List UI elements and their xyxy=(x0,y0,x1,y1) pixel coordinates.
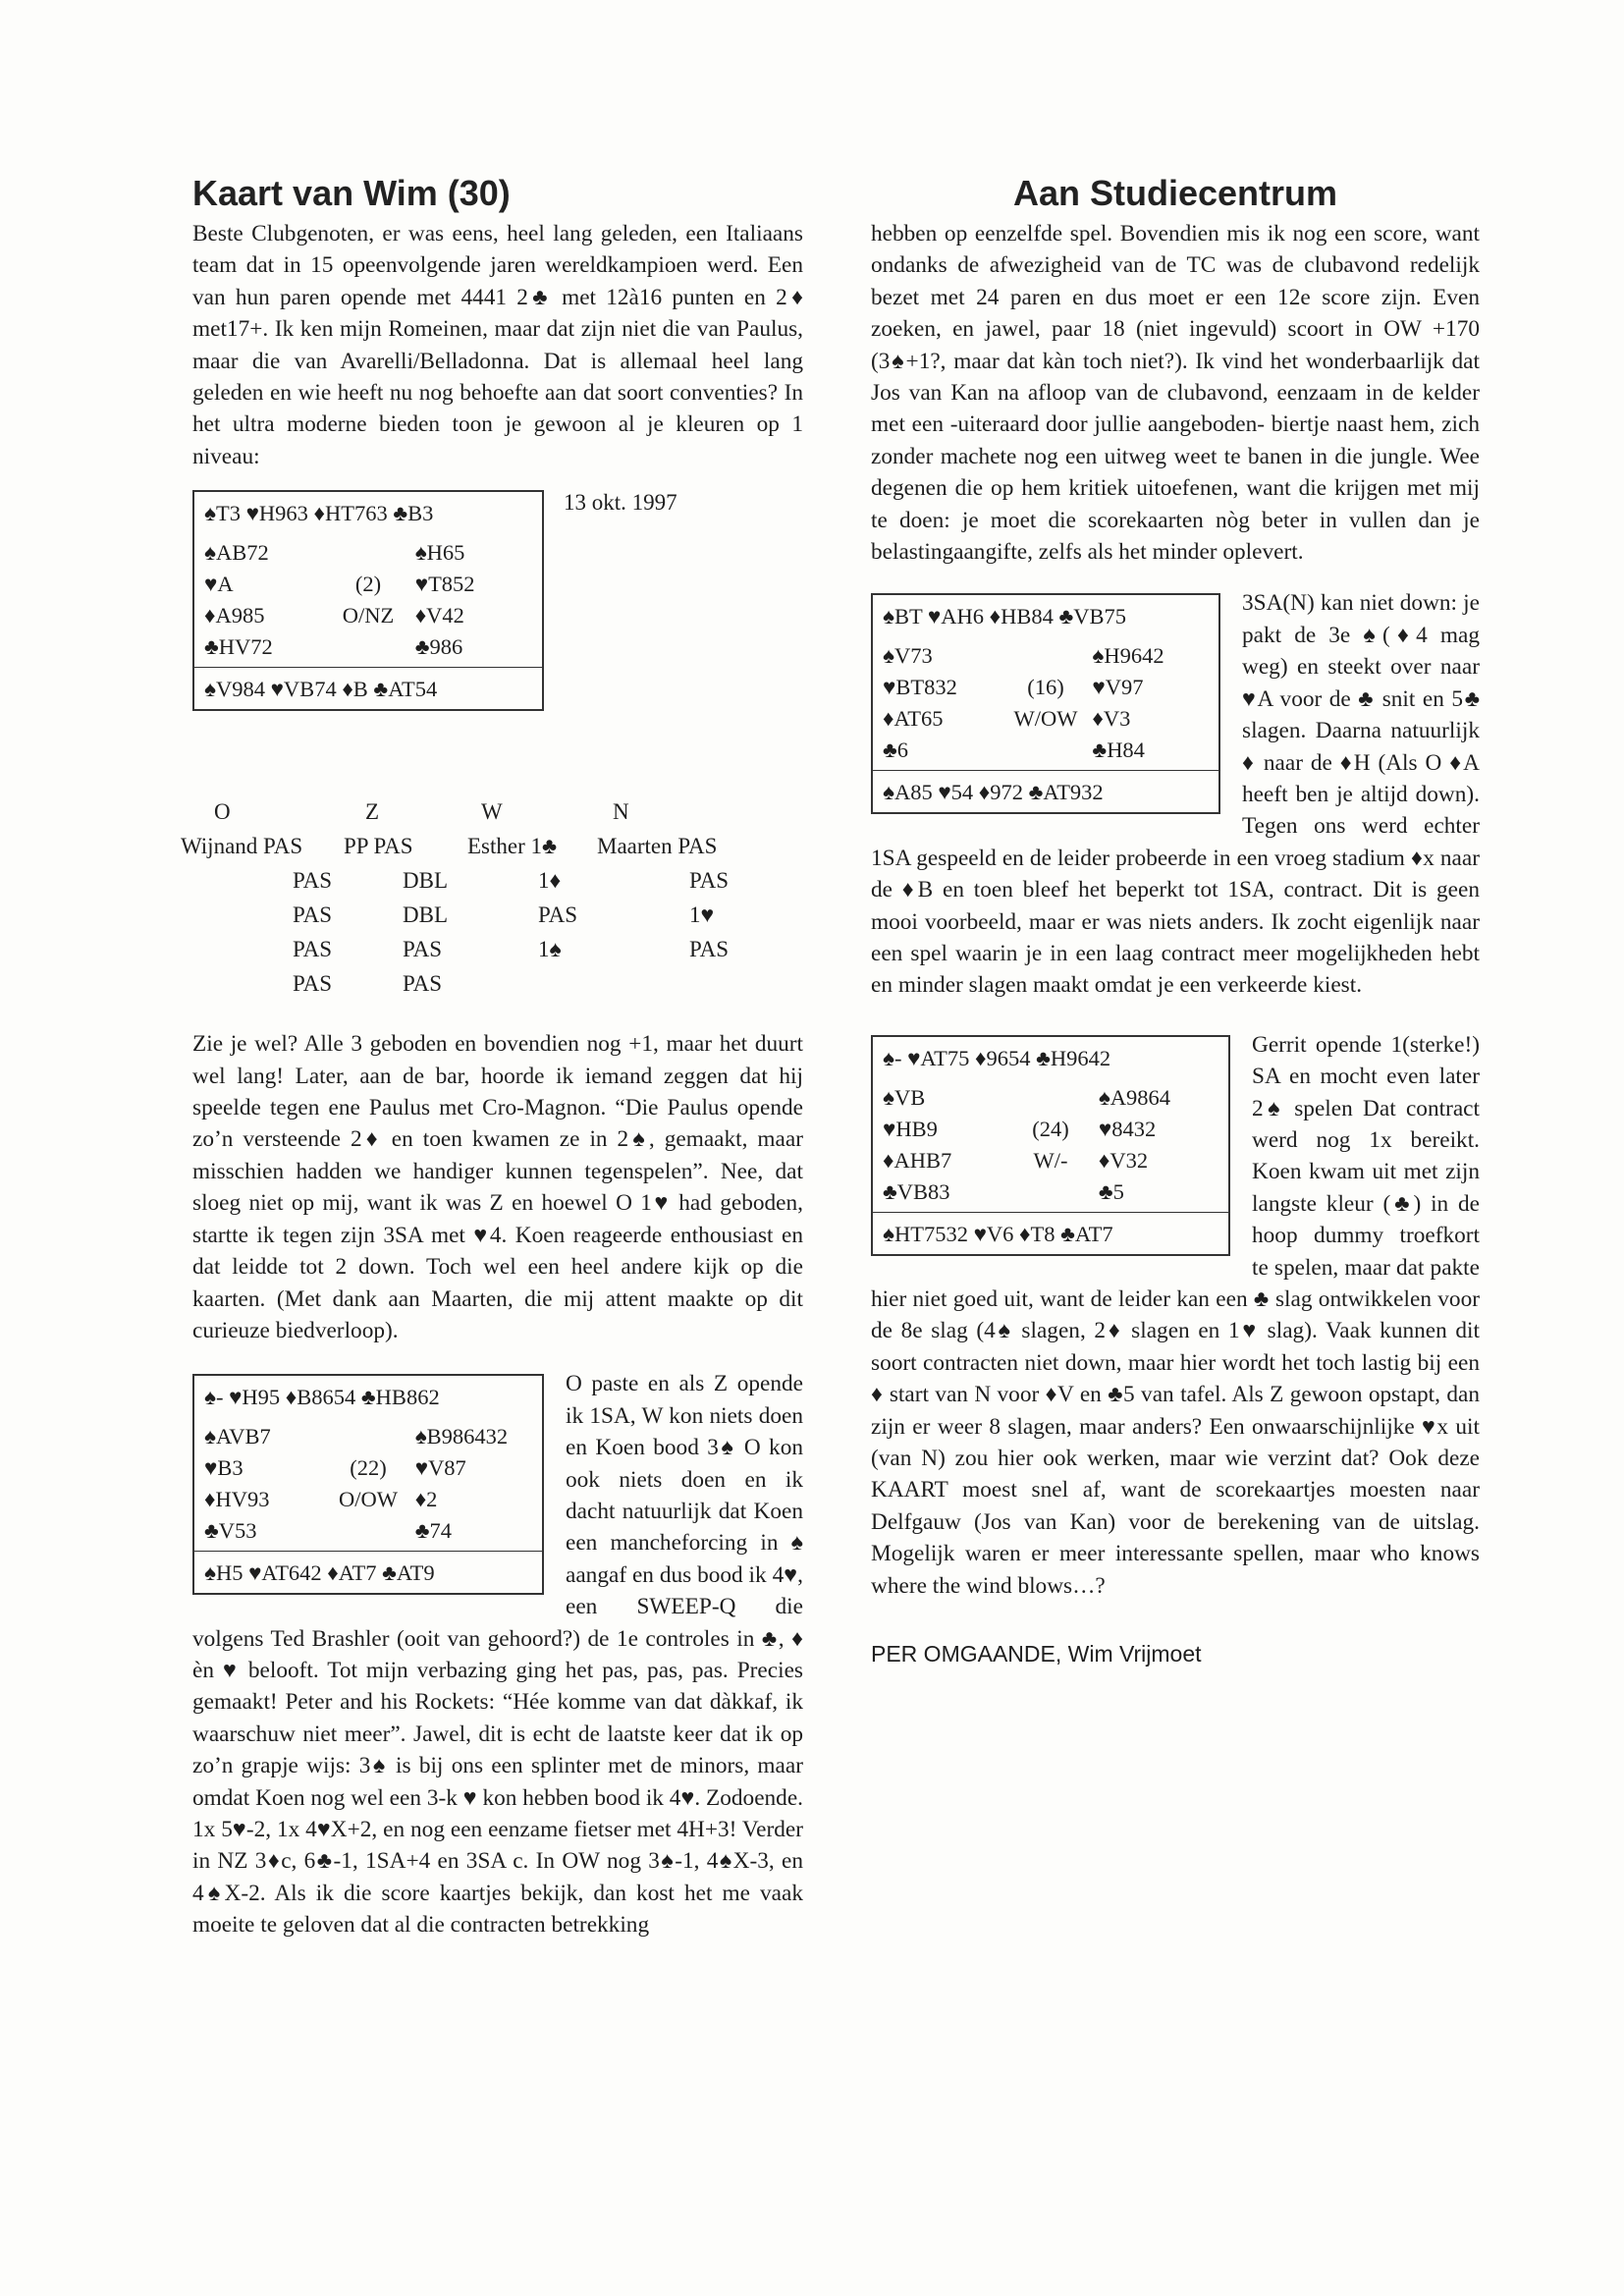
board-number-slot xyxy=(321,537,414,569)
west-clubs: ♣6 xyxy=(883,738,909,763)
bid-header-o: O xyxy=(214,799,231,825)
west-spades: ♠V73 xyxy=(883,643,933,669)
west-clubs: ♣HV72 xyxy=(204,634,273,660)
east-diamonds: ♦V3 xyxy=(1092,706,1131,732)
commentary-paragraph: Zie je wel? Alle 3 geboden en bovendien nog +1, maar het duurt wel lang! Later, aan de bar, hoorde ik iemand zeggen dat hij speelde tegen ene Paulus met Cro-Magnon. “Die Paulus opende zo’n versteende 2♦ en toen kwamen ze in 2♠, gemaakt, maar misschien hadden we handiger kunnen tegenspelen”. Nee, dat sloeg niet op mij, want ik was Z en hoewel O 1♥ had geboden, startte ik tegen zijn 3SA met ♥4. Koen reageerde enthousiast en dat leidde tot 2 down. Toch wel een heel andere kijk op die kaarten. (Met dank aan Maarten, die mij attent maakte op dit curieuze biedverloop). xyxy=(192,1031,803,1343)
bid-cell: 1♠ xyxy=(538,937,562,962)
west-hearts: ♥HB9 xyxy=(883,1116,938,1141)
bid-cell: PAS xyxy=(689,868,730,894)
analysis-paragraph: 3SA(N) kan niet down: je pakt de 3e ♠(♦4 mag weg) en steekt over naar ♥A voor de ♣ snit en 5♣ slagen. Daarna natuurlijk ♦ naar de ♦H (Als O ♦A heeft ben je altijd down). Tegen ons werd echter 1SA gespeeld en de leider probeerde in een vroeg stadium ♦x naar de ♦B en toen bleef het beperkt tot 1SA, contract. Dit is geen mooi voorbeeld, maar er was niets anders. Ik zocht eigenlijk naar een spel waarin je in een laag contract meer mogelijkheden hebt en minder slagen maakt omdat je een verkeerde kiest. xyxy=(871,590,1480,999)
bid-cell: 1♥ xyxy=(689,902,715,928)
bid-header-w: W xyxy=(481,799,503,825)
east-diamonds: ♦V32 xyxy=(1098,1147,1149,1173)
south-hand: ♠A85 ♥54 ♦972 ♣AT932 xyxy=(883,780,1104,805)
deal-block-3 xyxy=(871,587,1480,1001)
dealer-vulnerability: O/NZ xyxy=(342,603,395,629)
column-title: Aan Studiecentrum xyxy=(1012,173,1338,213)
east-hearts: ♥V87 xyxy=(414,1455,466,1481)
intro-paragraph: Beste Clubgenoten, er was eens, heel lang geleden, een Italiaans team dat in 15 opeenvolgende jaren wereldkampioen werd. Een van hun paren opende met 4441 2♣ met 12à16 punten en 2♦ met17+. Ik ken mijn Romeinen, maar dat zijn niet die van Paulus, maar die van Avarelli/Belladonna. Dat is allemaal heel lang geleden en wie heeft nu nog behoefte aan dat soort conventies? In het ultra moderne bieden toon je gewoon al je kleuren op 1 niveau: xyxy=(192,221,803,469)
deal-block-2 xyxy=(192,1368,803,1941)
signature: PER OMGAANDE, Wim Vrijmoet xyxy=(871,1641,1202,1667)
bid-cell: PAS xyxy=(293,971,333,997)
bid-header-n: N xyxy=(613,799,629,825)
west-clubs: ♣V53 xyxy=(204,1518,257,1544)
dealer-vulnerability: W/- xyxy=(1033,1147,1068,1173)
east-spades: ♠H65 xyxy=(414,540,465,566)
bid-cell: PAS xyxy=(403,971,443,997)
east-clubs: ♣74 xyxy=(414,1518,452,1544)
bid-cell: PP PAS xyxy=(344,834,413,859)
east-hearts: ♥8432 xyxy=(1098,1116,1157,1141)
west-diamonds: ♦A985 xyxy=(204,603,265,629)
west-spades: ♠AVB7 xyxy=(204,1424,271,1449)
dealer-vulnerability: W/OW xyxy=(1013,706,1078,732)
east-clubs: ♣H84 xyxy=(1092,738,1145,763)
blank-slot xyxy=(1002,1176,1099,1208)
deal-block-1 xyxy=(192,490,803,739)
north-hand: ♠- ♥AT75 ♦9654 ♣H9642 xyxy=(883,1045,1111,1070)
east-clubs: ♣5 xyxy=(1098,1178,1124,1204)
board-number-slot xyxy=(1000,640,1093,672)
east-diamonds: ♦2 xyxy=(414,1487,438,1512)
south-hand: ♠H5 ♥AT642 ♦AT7 ♣AT9 xyxy=(204,1560,435,1586)
deal-diagram-2 xyxy=(192,1374,544,1595)
east-spades: ♠H9642 xyxy=(1092,643,1164,669)
blank-slot xyxy=(321,1515,414,1547)
west-diamonds: ♦AT65 xyxy=(883,706,944,732)
article-title: Kaart van Wim (30) xyxy=(192,173,511,213)
west-hearts: ♥BT832 xyxy=(883,675,957,700)
bid-cell: PAS xyxy=(293,868,333,894)
bidding-sequence xyxy=(181,794,803,1020)
east-spades: ♠B986432 xyxy=(414,1424,509,1449)
right-column xyxy=(871,157,1480,1667)
blank-slot xyxy=(321,631,414,663)
board-number: (22) xyxy=(350,1455,387,1481)
board-number: (2) xyxy=(354,572,382,597)
bid-cell: PAS xyxy=(293,937,333,962)
bid-cell: PAS xyxy=(538,902,578,928)
bid-cell: PAS xyxy=(689,937,730,962)
north-hand: ♠BT ♥AH6 ♦HB84 ♣VB75 xyxy=(883,604,1127,629)
north-hand: ♠- ♥H95 ♦B8654 ♣HB862 xyxy=(204,1385,440,1410)
deal-block-4 xyxy=(871,1029,1480,1602)
east-clubs: ♣986 xyxy=(414,634,463,660)
east-diamonds: ♦V42 xyxy=(414,603,464,629)
west-hearts: ♥A xyxy=(204,572,234,597)
south-hand: ♠V984 ♥VB74 ♦B ♣AT54 xyxy=(204,677,438,702)
board-number-slot xyxy=(321,1421,414,1452)
north-hand: ♠T3 ♥H963 ♦HT763 ♣B3 xyxy=(204,501,434,526)
bid-cell: DBL xyxy=(403,902,448,928)
blank-slot xyxy=(1000,735,1093,766)
board-number: (24) xyxy=(1032,1116,1069,1141)
east-hearts: ♥T852 xyxy=(414,572,475,597)
west-spades: ♠VB xyxy=(883,1084,926,1110)
board-number: (16) xyxy=(1027,675,1064,700)
continuation-paragraph: hebben op eenzelfde spel. Bovendien mis ik nog een score, want ondanks de afwezigheid van de TC was de clubavond redelijk bezet met 24 paren en dus moet er een 12e score zijn. Even zoeken, en jawel, paar 18 (niet ingevuld) scoort in OW +170 (3♠+1?, maar dat kàn toch niet?). Ik vind het wonderbaarlijk dat Jos van Kan na afloop van de clubavond, eenzaam in de kelder met een -uiteraard door jullie aangeboden- biertje naast hem, zich zonder machete nog een uitweg weet te banen in die jungle. Wee degenen die op hem kritiek uitoefenen, want die krijgen met mij te doen: je moet die scorekaarten nòg beter in vullen dan je belastingaangifte, zelfs als het minder oplevert. xyxy=(871,221,1480,566)
deal-diagram-4 xyxy=(871,1035,1230,1256)
analysis-paragraph-2: Gerrit opende 1(sterke!) SA en mocht even later 2♠ spelen Dat contract werd nog 1x bereikt. Koen kwam uit met zijn langste kleur (♣) in de hoop dummy troefkort te spelen, maar dat pakte hier niet goed uit, want de leider kan een ♣ slag ontwikkelen voor de 8e slag (4♠ slagen, 2♦ slagen en 1♥ slag). Vaak kunnen dit soort contracten niet down, maar hier wordt het toch lastig bij een ♦ start van N voor ♦V en ♣5 van tafel. Als Z gewoon opstapt, dan zijn er weer 8 slagen, maar anders? Een onwaarschijnlijke ♥x uit (van N) zou hier ook werken, maar wie verzint dat? Ook deze KAART moest snel af, want de scorekaartjes moesten naar Delfgauw (Jos van Kan) voor de berekening van de uitslag. Mogelijk waren er meer interessante spellen, maar who knows where the wind blows…? xyxy=(871,1031,1480,1599)
commentary-paragraph-2: O paste en als Z opende ik 1SA, W kon niets doen en Koen bood 3♠ O kon ook niets doen en ik dacht natuurlijk dat Koen een mancheforcing in ♠ aangaf en dus bood ik 4♥, een SWEEP-Q die volgens Ted Brashler (ooit van gehoord?) de 1e controles in ♣, ♦ èn ♥ belooft. Tot mijn verbazing ging het pas, pas, pas. Precies gemaakt! Peter and his Rockets: “Hée komme van dat dàkkaf, ik waarschuw niet meer”. Jawel, dit is echt de laatste keer dat ik op zo’n grapje wijs: 3♠ is bij ons een splinter met de minors, maar omdat Koen nog wel een 3-k ♥ kon hebben bood ik 4♥. Zodoende. 1x 5♥-2, 1x 4♥X+2, en nog een eenzame fietser met 4H+3! Verder in NZ 3♦c, 6♣-1, 1SA+4 en 3SA c. In OW nog 3♠-1, 4♠X-3, en 4♠X-2. Als ik die score kaartjes bekijk, dan kost het me vaak moeite te geloven dat al die contracten betrekking xyxy=(192,1371,803,1939)
left-column xyxy=(181,157,803,1941)
east-hearts: ♥V97 xyxy=(1092,675,1144,700)
deal-diagram-1 xyxy=(192,490,544,711)
bid-cell: Wijnand PAS xyxy=(181,834,303,859)
board-number-slot xyxy=(1002,1082,1099,1114)
east-spades: ♠A9864 xyxy=(1098,1084,1171,1110)
deal-diagram-3 xyxy=(871,593,1220,814)
bid-cell: PAS xyxy=(403,937,443,962)
west-clubs: ♣VB83 xyxy=(883,1178,950,1204)
west-hearts: ♥B3 xyxy=(204,1455,244,1481)
south-hand: ♠HT7532 ♥V6 ♦T8 ♣AT7 xyxy=(883,1221,1113,1246)
bid-cell: 1♦ xyxy=(538,868,562,894)
bid-cell: Esther 1♣ xyxy=(467,834,558,859)
deal-date: 13 okt. 1997 xyxy=(564,490,677,516)
bid-cell: PAS xyxy=(293,902,333,928)
dealer-vulnerability: O/OW xyxy=(338,1487,398,1512)
bid-cell: DBL xyxy=(403,868,448,894)
west-diamonds: ♦HV93 xyxy=(204,1487,270,1512)
west-diamonds: ♦AHB7 xyxy=(883,1147,952,1173)
west-spades: ♠AB72 xyxy=(204,540,269,566)
bid-header-z: Z xyxy=(365,799,380,825)
bid-cell: Maarten PAS xyxy=(597,834,718,859)
